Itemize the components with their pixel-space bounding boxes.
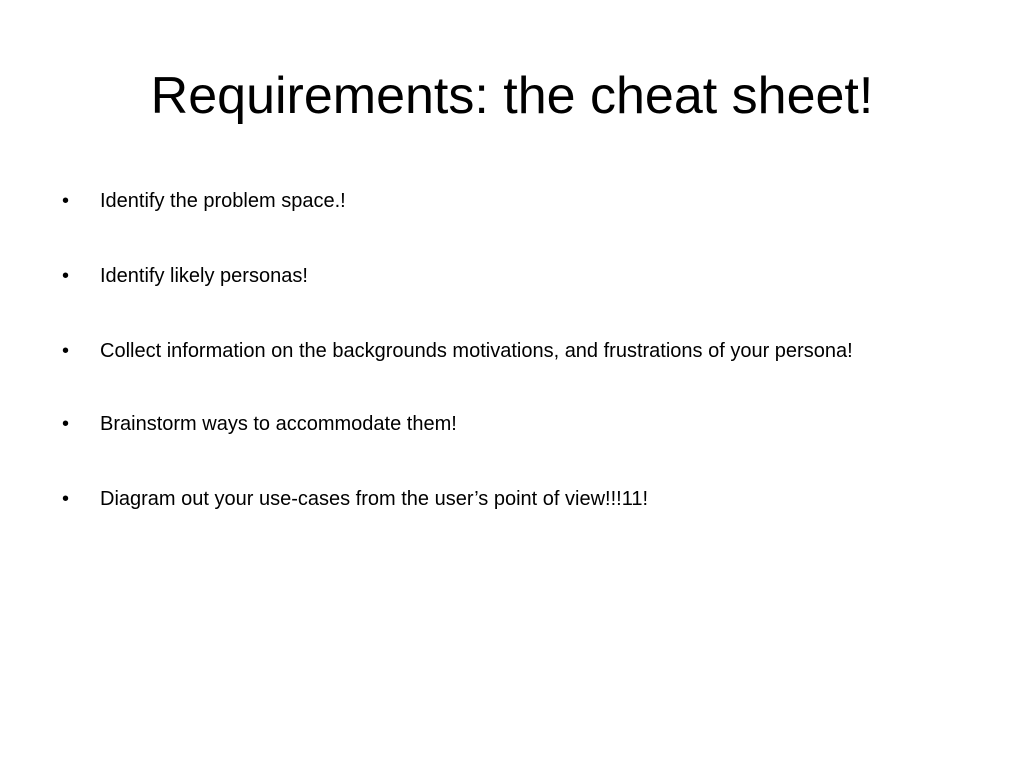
bullet-item <box>62 484 942 514</box>
bullet-item <box>62 261 942 291</box>
bullet-icon: • <box>62 190 70 212</box>
bullet-item <box>62 186 942 216</box>
bullet-text: Collect information on the backgrounds motivations, and frustrations of your persona! <box>100 340 853 362</box>
bullet-text: Identify likely personas! <box>100 265 308 287</box>
bullet-icon: • <box>62 340 70 362</box>
bullet-list <box>62 186 942 559</box>
bullet-icon: • <box>62 265 70 287</box>
bullet-text: Diagram out your use-cases from the user’s point of view!!!11! <box>100 488 649 510</box>
bullet-icon: • <box>62 488 70 510</box>
bullet-text: Brainstorm ways to accommodate them! <box>100 413 457 435</box>
bullet-icon: • <box>62 413 70 435</box>
bullet-text: Identify the problem space.! <box>100 190 346 212</box>
slide-title: Requirements: the cheat sheet! <box>150 67 874 125</box>
bullet-item <box>62 409 942 439</box>
bullet-item <box>62 336 942 366</box>
